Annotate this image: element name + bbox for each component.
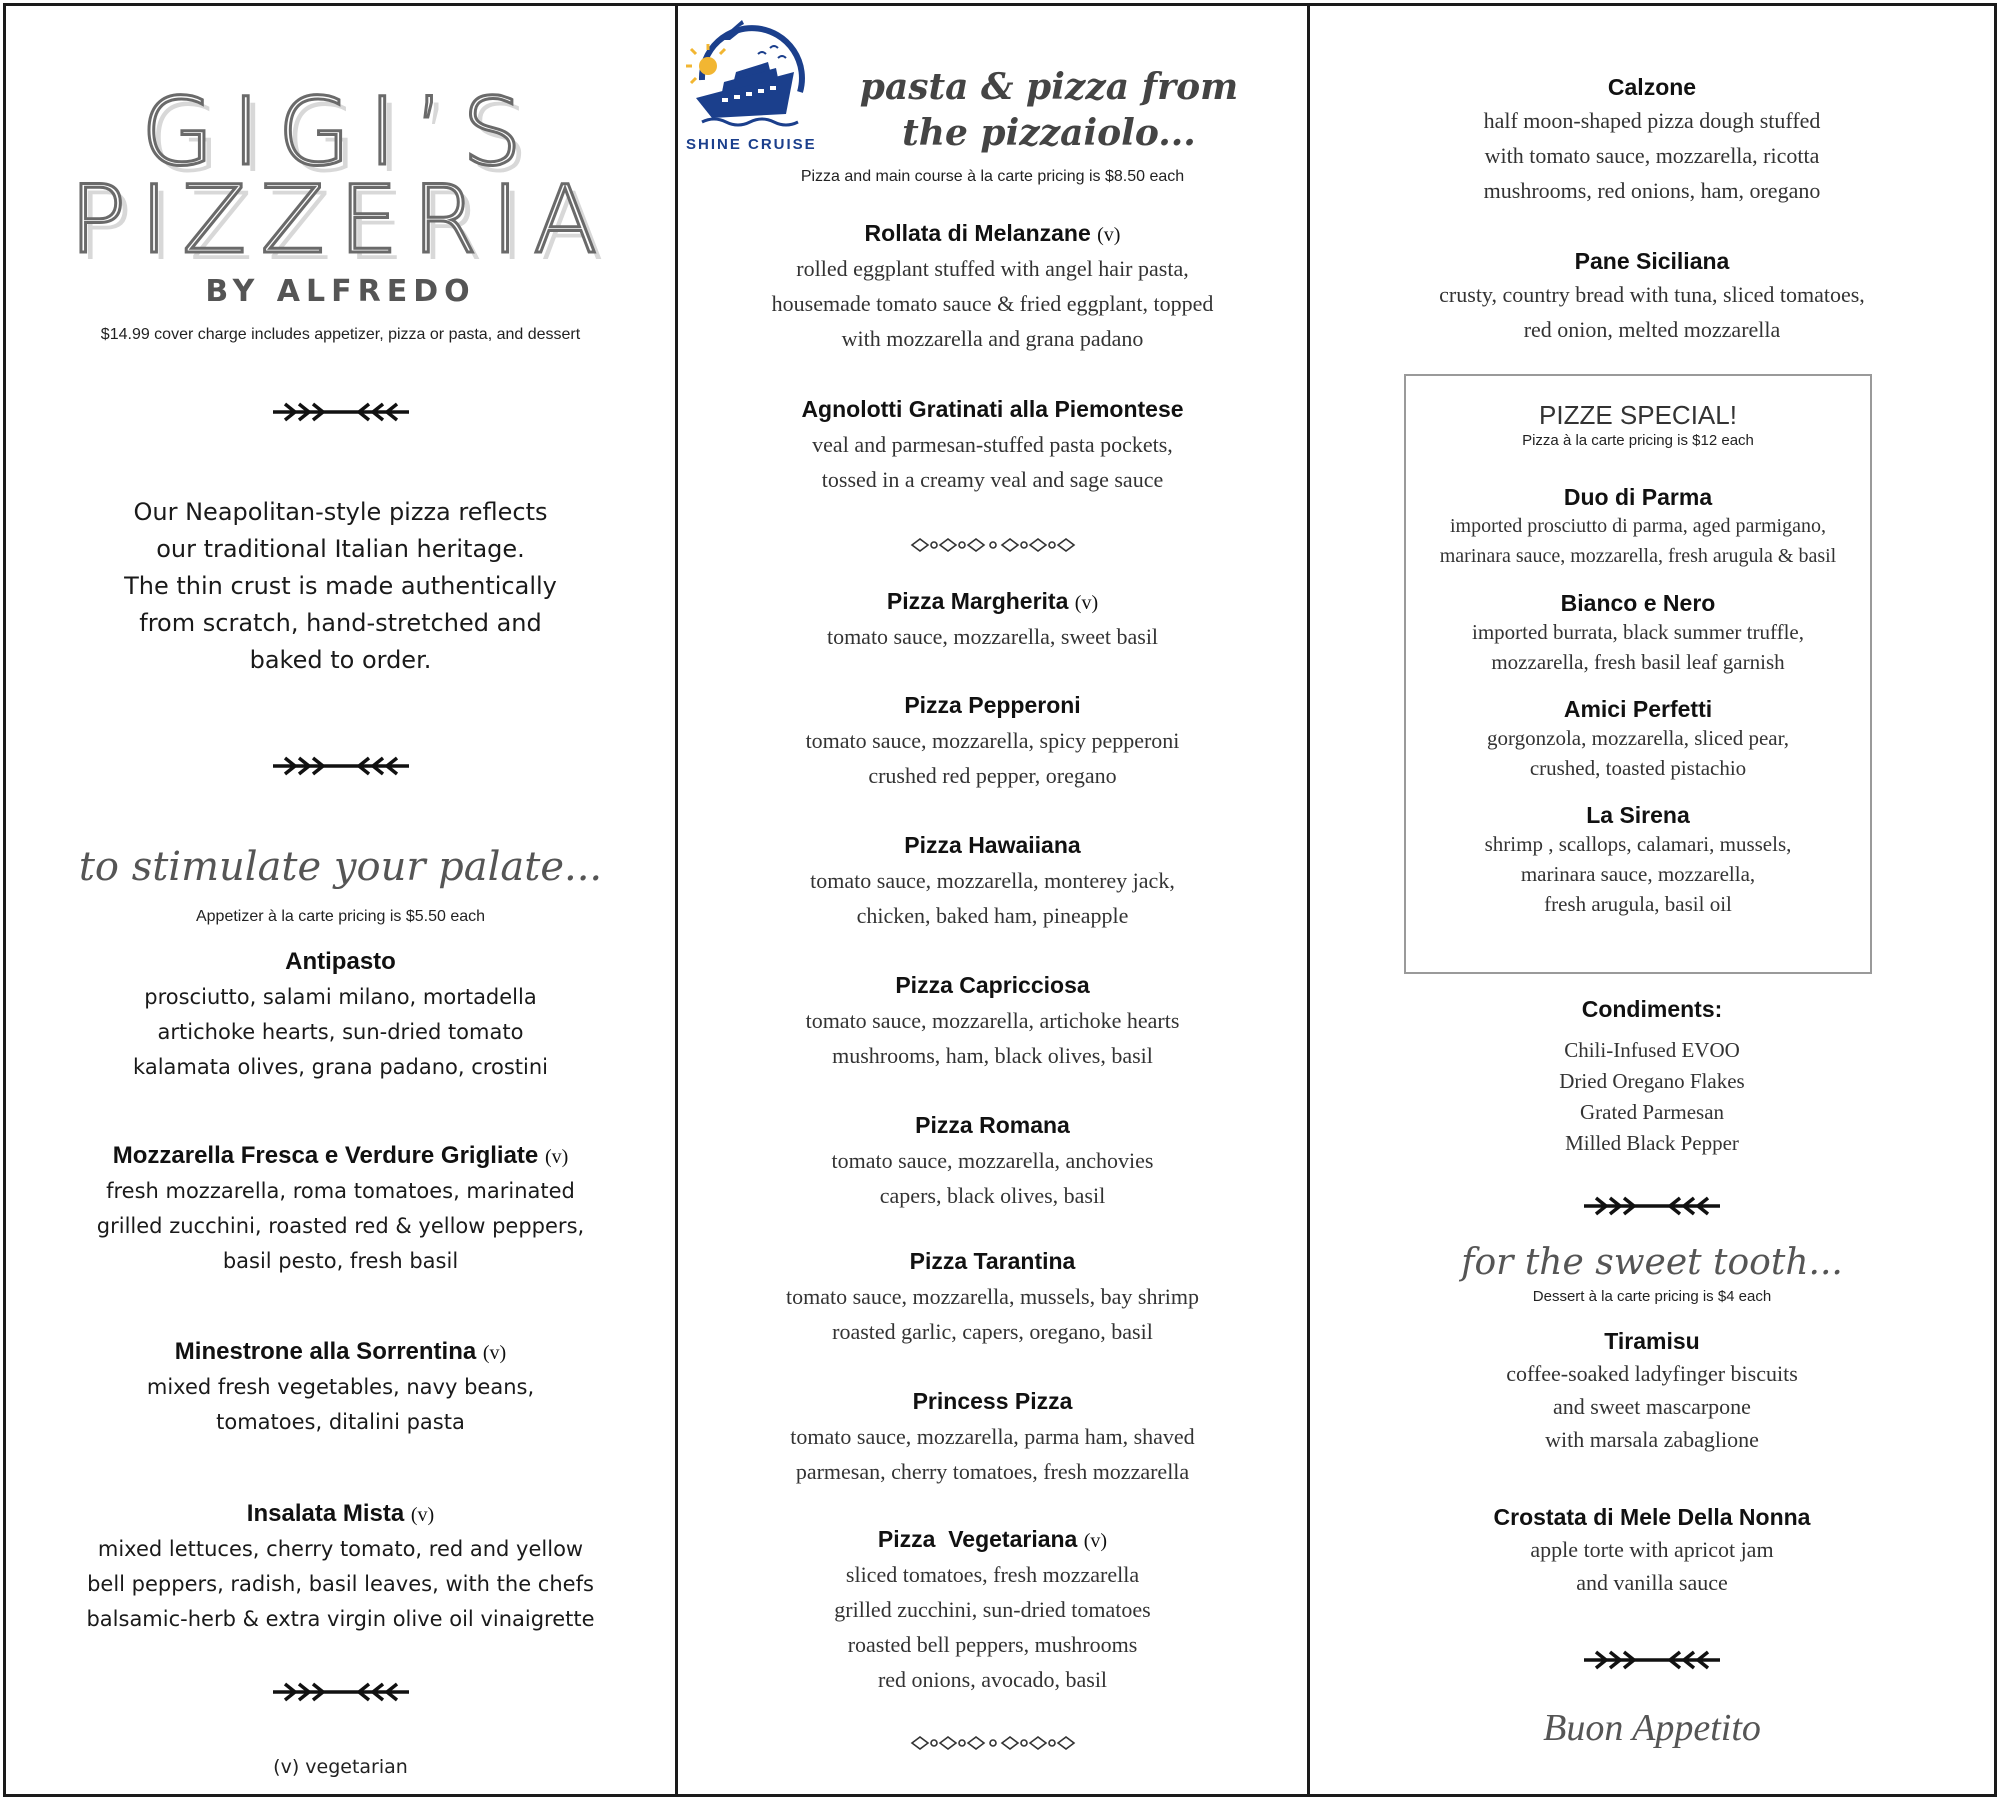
- appetizers-heading: to stimulate your palate...: [78, 844, 603, 890]
- item-description: tomato sauce, mozzarella, sweet basil: [826, 624, 1159, 649]
- item-description: tomato sauce, mozzarella, spicy pepperoni crushed red pepper, oregano: [805, 728, 1180, 788]
- menu-item: [678, 396, 1307, 497]
- special-title: PIZZE SPECIAL!: [1539, 400, 1737, 430]
- desserts-pricing: Dessert à la carte pricing is $4 each: [1532, 1288, 1772, 1305]
- item-name: Amici Perfetti: [1563, 696, 1713, 722]
- middle-column: [678, 6, 1310, 1794]
- logo-line-gigis: GIGI’S: [141, 78, 540, 187]
- desserts-heading: for the sweet tooth...: [1461, 1242, 1843, 1283]
- item-description: imported burrata, black summer truffle, mozzarella, fresh basil leaf garnish: [1471, 620, 1804, 674]
- item-name: Pizza Capricciosa: [895, 972, 1090, 998]
- item-description: tomato sauce, mozzarella, mussels, bay shrimp roasted garlic, capers, oregano, basil: [786, 1284, 1199, 1344]
- list-item: Chili-Infused EVOO: [1564, 1038, 1740, 1062]
- item-description: rolled eggplant stuffed with angel hair pasta, housemade tomato sauce & fried eggplant, topped with mozzarella and grana padano: [771, 256, 1214, 351]
- item-name: Duo di Parma: [1563, 484, 1713, 510]
- menu-page: [3, 3, 1997, 1797]
- item-name: Princess Pizza: [912, 1388, 1073, 1414]
- divider-arrows-icon: [271, 1678, 411, 1706]
- cover-charge-note: $14.99 cover charge includes appetizer, pizza or pasta, and dessert: [100, 326, 581, 343]
- menu-item: [1406, 484, 1870, 571]
- item-name: Pizza Margherita (v): [886, 588, 1099, 614]
- menu-item: [1406, 696, 1870, 783]
- right-column: [1310, 6, 1994, 1794]
- divider-dots-icon: [910, 1734, 1076, 1752]
- menu-item: [678, 1112, 1307, 1213]
- menu-item: [6, 948, 675, 1085]
- item-name: Calzone: [1607, 74, 1697, 100]
- item-name: Rollata di Melanzane (v): [864, 220, 1121, 246]
- cruise-logo-text: SHINE CRUISE: [686, 136, 817, 153]
- item-description: shrimp , scallops, calamari, mussels, marinara sauce, mozzarella, fresh arugula, basil oil: [1484, 832, 1792, 916]
- item-name: Pizza Hawaiiana: [904, 832, 1081, 858]
- item-name: Bianco e Nero: [1560, 590, 1716, 616]
- item-description: half moon-shaped pizza dough stuffed with tomato sauce, mozzarella, ricotta mushrooms, red onions, ham, oregano: [1483, 108, 1821, 203]
- menu-item: [678, 1388, 1307, 1489]
- condiments-section: [1310, 996, 1994, 1159]
- menu-item: [1310, 248, 1994, 347]
- list-item: Grated Parmesan: [1579, 1100, 1725, 1124]
- item-description: gorgonzola, mozzarella, sliced pear, crushed, toasted pistachio: [1487, 726, 1789, 780]
- logo-line-pizzeria: PIZZERIA: [69, 166, 612, 275]
- pizze-special-box: [1404, 374, 1872, 974]
- item-name: Agnolotti Gratinati alla Piemontese: [801, 396, 1184, 422]
- left-column: [6, 6, 678, 1794]
- item-description: mixed fresh vegetables, navy beans, tomatoes, ditalini pasta: [146, 1375, 535, 1434]
- appetizers-pricing: Appetizer à la carte pricing is $5.50 each: [195, 908, 486, 925]
- menu-item: [1406, 802, 1870, 919]
- divider-dots-icon: [910, 536, 1076, 554]
- menu-item: [1406, 590, 1870, 677]
- menu-item: [6, 1500, 675, 1637]
- item-description: crusty, country bread with tuna, sliced tomatoes, red onion, melted mozzarella: [1439, 282, 1865, 342]
- item-description: coffee-soaked ladyfinger biscuits and sweet mascarpone with marsala zabaglione: [1506, 1361, 1798, 1452]
- menu-item: [1310, 1328, 1994, 1456]
- intro-text: Our Neapolitan-style pizza reflects our traditional Italian heritage. The thin crust is made authentically from scratch, hand-stretched and baked to order.: [124, 498, 557, 674]
- item-description: tomato sauce, mozzarella, artichoke hearts mushrooms, ham, black olives, basil: [805, 1008, 1180, 1068]
- vegetarian-legend: (v) vegetarian: [273, 1756, 408, 1778]
- item-name: La Sirena: [1586, 802, 1690, 828]
- list-item: Dried Oregano Flakes: [1559, 1069, 1745, 1093]
- item-description: fresh mozzarella, roma tomatoes, marinated grilled zucchini, roasted red & yellow peppers, basil pesto, fresh basil: [96, 1179, 585, 1273]
- item-description: tomato sauce, mozzarella, anchovies capers, black olives, basil: [831, 1148, 1154, 1208]
- item-name: Tiramisu: [1604, 1328, 1700, 1354]
- item-description: prosciutto, salami milano, mortadella artichoke hearts, sun-dried tomato kalamata olives, grana padano, crostini: [133, 985, 548, 1079]
- item-name: Insalata Mista (v): [246, 1500, 435, 1527]
- menu-item: [6, 1338, 675, 1440]
- item-description: mixed lettuces, cherry tomato, red and yellow bell peppers, radish, basil leaves, with the chefs balsamic-herb & extra virgin olive oil vinaigrette: [86, 1537, 595, 1631]
- item-description: tomato sauce, mozzarella, monterey jack, chicken, baked ham, pineapple: [810, 868, 1175, 928]
- divider-arrows-icon: [271, 398, 411, 426]
- item-name: Pizza Romana: [915, 1112, 1070, 1138]
- item-description: apple torte with apricot jam and vanilla sauce: [1530, 1537, 1774, 1595]
- item-description: tomato sauce, mozzarella, parma ham, shaved parmesan, cherry tomatoes, fresh mozzarella: [790, 1424, 1195, 1484]
- divider-arrows-icon: [271, 752, 411, 780]
- item-description: sliced tomatoes, fresh mozzarella grilled zucchini, sun-dried tomatoes roasted bell peppers, mushrooms red onions, avocado, basil: [834, 1562, 1151, 1692]
- menu-item: [678, 588, 1307, 654]
- item-name: Antipasto: [285, 948, 396, 975]
- menu-item: [678, 1526, 1307, 1697]
- list-item: Milled Black Pepper: [1565, 1131, 1739, 1155]
- menu-item: [1310, 1504, 1994, 1599]
- item-name: Crostata di Mele Della Nonna: [1493, 1504, 1811, 1530]
- item-description: veal and parmesan-stuffed pasta pockets, tossed in a creamy veal and sage sauce: [812, 432, 1173, 492]
- condiments-heading: Condiments:: [1581, 996, 1723, 1022]
- mains-pricing: Pizza and main course à la carte pricing is $8.50 each: [800, 168, 1185, 185]
- menu-item: [678, 220, 1307, 356]
- divider-arrows-icon: [1582, 1646, 1722, 1674]
- item-name: Pizza Vegetariana (v): [877, 1526, 1108, 1552]
- menu-item: [6, 1142, 675, 1279]
- logo-byline: BY ALFREDO: [205, 274, 476, 309]
- condiments-list: [1310, 1035, 1994, 1159]
- item-name: Pizza Tarantina: [909, 1248, 1076, 1274]
- menu-item: [678, 1248, 1307, 1349]
- divider-arrows-icon: [1582, 1192, 1722, 1220]
- special-pricing: Pizza à la carte pricing is $12 each: [1522, 432, 1754, 449]
- item-name: Mozzarella Fresca e Verdure Grigliate (v): [112, 1142, 569, 1169]
- item-description: imported prosciutto di parma, aged parmigano, marinara sauce, mozzarella, fresh arugula & basil: [1439, 515, 1837, 567]
- closing-text: Buon Appetito: [1543, 1707, 1761, 1749]
- item-name: Pane Siciliana: [1574, 248, 1730, 274]
- item-name: Pizza Pepperoni: [904, 692, 1081, 718]
- menu-item: [678, 972, 1307, 1073]
- item-name: Minestrone alla Sorrentina (v): [174, 1338, 507, 1365]
- mains-heading: pasta & pizza from the pizzaiolo...: [859, 66, 1239, 154]
- menu-item: [678, 692, 1307, 793]
- menu-item: [1310, 74, 1994, 208]
- menu-item: [678, 832, 1307, 933]
